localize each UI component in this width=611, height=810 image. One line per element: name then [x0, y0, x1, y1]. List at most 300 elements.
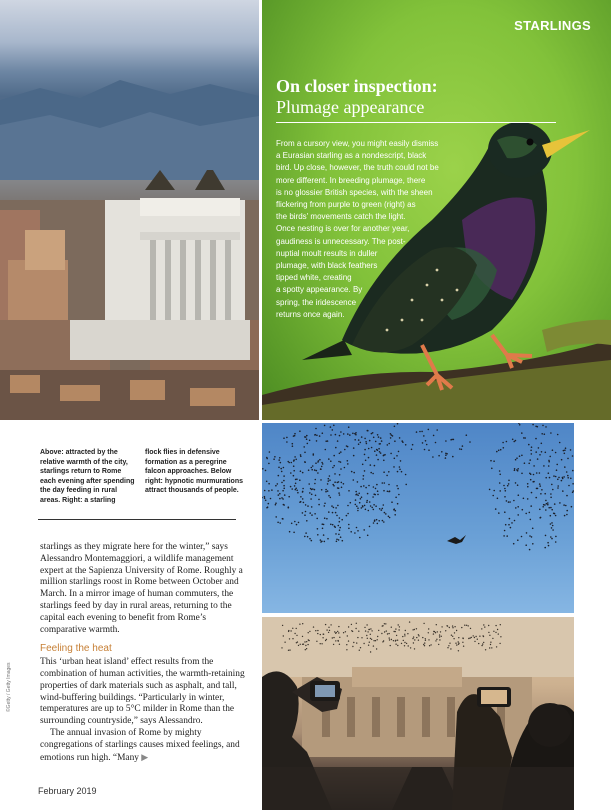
- starling-dot: [315, 462, 317, 464]
- starling-dot: [500, 449, 502, 451]
- starling-dot: [449, 627, 450, 628]
- starling-dot: [304, 452, 306, 454]
- starling-dot: [337, 631, 338, 632]
- starling-dot: [482, 635, 483, 636]
- starling-dot: [337, 440, 339, 442]
- starling-dot: [504, 496, 506, 498]
- inset-line: From a cursory view, you might easily dismiss: [276, 139, 439, 148]
- starling-dot: [357, 481, 359, 483]
- starling-dot: [273, 458, 275, 460]
- starling-dot: [332, 467, 334, 469]
- starling-dot: [461, 627, 462, 628]
- starling-dot: [399, 469, 401, 471]
- starling-dot: [558, 477, 560, 479]
- starling-dot: [347, 433, 349, 435]
- starling-dot: [321, 462, 323, 464]
- inset-line: tipped white, creating: [276, 273, 352, 283]
- starling-dot: [328, 495, 330, 497]
- starling-dot: [399, 466, 401, 468]
- starling-dot: [374, 450, 376, 452]
- starling-dot: [307, 443, 309, 445]
- starling-dot: [404, 645, 405, 646]
- starling-dot: [299, 479, 301, 481]
- starling-dot: [387, 633, 388, 634]
- starling-dot: [265, 500, 267, 502]
- starling-dot: [421, 431, 423, 433]
- starling-dot: [308, 469, 310, 471]
- starling-dot: [343, 632, 344, 633]
- inset-line: nuptial moult results in duller: [276, 248, 378, 258]
- starling-dot: [370, 505, 372, 507]
- starling-dot: [548, 545, 550, 547]
- starling-dot: [535, 451, 537, 453]
- starling-dot: [290, 486, 292, 488]
- starling-dot: [266, 457, 268, 459]
- starling-dot: [550, 515, 552, 517]
- starling-dot: [390, 453, 392, 455]
- starling-dot: [307, 505, 309, 507]
- starling-dot: [287, 461, 289, 463]
- starling-dot: [384, 623, 385, 624]
- starling-dot: [342, 540, 344, 542]
- starling-dot: [293, 532, 295, 534]
- starling-dot: [514, 520, 516, 522]
- starling-dot: [346, 649, 347, 650]
- starling-dot: [322, 528, 324, 530]
- starling-dot: [372, 473, 374, 475]
- starling-dot: [545, 426, 547, 428]
- starling-dot: [551, 509, 553, 511]
- starling-dot: [428, 449, 430, 451]
- starling-dot: [288, 496, 290, 498]
- starling-dot: [280, 468, 282, 470]
- starling-dot: [508, 501, 510, 503]
- starling-dot: [452, 625, 453, 626]
- starling-dot: [338, 492, 340, 494]
- starling-dot: [321, 489, 323, 491]
- starling-dot: [418, 640, 419, 641]
- starling-dot: [360, 498, 362, 500]
- starling-dot: [531, 446, 533, 448]
- starling-dot: [375, 441, 377, 443]
- starling-dot: [458, 637, 459, 638]
- starling-dot: [550, 507, 552, 509]
- starling-dot: [425, 640, 426, 641]
- starling-dot: [355, 491, 357, 493]
- starling-dot: [433, 435, 435, 437]
- photo-caption-right: flock flies in defensive formation as a peregrine falcon approaches. Below right: hypnotic murmurations attract thousands of people.: [145, 449, 243, 494]
- starling-dot: [527, 486, 529, 488]
- starling-dot: [530, 519, 532, 521]
- starling-dot: [330, 426, 332, 428]
- starling-dot: [505, 524, 507, 526]
- starling-dot: [518, 423, 520, 424]
- starling-dot: [316, 641, 317, 642]
- starling-dot: [281, 647, 282, 648]
- inset-title-light: Plumage appearance: [276, 97, 425, 117]
- starling-dot: [557, 485, 559, 487]
- starling-dot: [309, 538, 311, 540]
- starling-dot: [435, 632, 436, 633]
- starling-dot: [338, 487, 340, 489]
- starling-dot: [555, 536, 557, 538]
- starling-dot: [446, 625, 447, 626]
- starling-dot: [441, 626, 442, 627]
- starling-dot: [356, 642, 357, 643]
- starling-dot: [369, 501, 371, 503]
- inset-line: plumage, with black feathers: [276, 261, 378, 271]
- city-buildings: [0, 170, 259, 420]
- starling-dot: [435, 640, 436, 641]
- starling-dot: [354, 433, 356, 435]
- starling-dot: [550, 523, 552, 525]
- starling-dot: [283, 485, 285, 487]
- starling-dot: [379, 508, 381, 510]
- starling-dot: [278, 459, 280, 461]
- starling-dot: [311, 489, 313, 491]
- starling-dot: [561, 459, 563, 461]
- starling-dot: [562, 490, 564, 492]
- starling-dot: [275, 516, 277, 518]
- starling-dot: [398, 624, 399, 625]
- starling-dot: [373, 640, 374, 641]
- starling-dot: [514, 468, 516, 470]
- continue-arrow-icon: ▶: [141, 751, 149, 762]
- starling-dot: [499, 474, 501, 476]
- starling-dot: [278, 467, 280, 469]
- starling-dot: [330, 524, 332, 526]
- starling-dot: [381, 633, 382, 634]
- starling-dot: [325, 640, 326, 641]
- starling-dot: [394, 440, 396, 442]
- starling-dot: [369, 526, 371, 528]
- inset-body: [276, 138, 464, 321]
- starling-dot: [335, 533, 337, 535]
- starling-dot: [499, 643, 500, 644]
- starling-dot: [262, 497, 263, 499]
- starling-dot: [311, 540, 313, 542]
- starling-dot: [318, 460, 320, 462]
- starling-dot: [452, 627, 453, 628]
- starling-dot: [278, 475, 280, 477]
- starling-dot: [428, 632, 429, 633]
- starling-dot: [493, 460, 495, 462]
- starling-dot: [553, 513, 555, 515]
- starling-dot: [383, 504, 385, 506]
- starling-dot: [524, 462, 526, 464]
- starling-dot: [437, 631, 438, 632]
- starling-dot: [348, 640, 349, 641]
- starling-dot: [532, 543, 534, 545]
- starling-dot: [412, 444, 414, 446]
- starling-dot: [357, 507, 359, 509]
- starling-dot: [383, 490, 385, 492]
- inset-line: gaudiness is unnecessary. The post-: [276, 236, 406, 246]
- starling-dot: [363, 529, 365, 531]
- starling-dot: [293, 470, 295, 472]
- starling-dot: [326, 629, 327, 630]
- starling-dot: [566, 495, 568, 497]
- starling-dot: [317, 633, 318, 634]
- starling-dot: [450, 648, 451, 649]
- starling-dot: [439, 636, 440, 637]
- starling-dot: [547, 542, 549, 544]
- starling-dot: [305, 532, 307, 534]
- starling-dot: [468, 625, 469, 626]
- starling-dot: [458, 650, 459, 651]
- starling-dot: [371, 639, 372, 640]
- starling-dot: [517, 539, 519, 541]
- starling-dot: [441, 451, 443, 453]
- starling-dot: [397, 503, 399, 505]
- starling-dot: [553, 475, 555, 477]
- starling-dot: [481, 645, 482, 646]
- starling-dot: [362, 464, 364, 466]
- starling-dot: [526, 532, 528, 534]
- starling-dot: [488, 632, 489, 633]
- starling-dot: [396, 485, 398, 487]
- starling-dot: [377, 523, 379, 525]
- starling-dot: [294, 485, 296, 487]
- starling-dot: [296, 635, 297, 636]
- starling-dot: [489, 635, 490, 636]
- starling-dot: [383, 460, 385, 462]
- starling-dot: [290, 630, 291, 631]
- starling-dot: [499, 490, 501, 492]
- starling-dot: [357, 495, 359, 497]
- starling-dot: [484, 626, 485, 627]
- starling-dot: [370, 638, 371, 639]
- starling-dot: [319, 435, 321, 437]
- starling-dot: [366, 635, 367, 636]
- starling-dot: [351, 624, 352, 625]
- starling-dot: [546, 503, 548, 505]
- starling-dot: [328, 478, 330, 480]
- starling-dot: [347, 505, 349, 507]
- starling-dot: [323, 634, 324, 635]
- starling-dot: [491, 647, 492, 648]
- starling-dot: [416, 637, 417, 638]
- starling-dot: [506, 535, 508, 537]
- starling-dot: [281, 482, 283, 484]
- starling-dot: [433, 631, 434, 632]
- starling-dot: [374, 519, 376, 521]
- starling-dot: [515, 440, 517, 442]
- starling-dot: [540, 517, 542, 519]
- starling-dot: [533, 481, 535, 483]
- inset-title-bold: On closer inspection:: [276, 76, 438, 96]
- starling-dot: [330, 460, 332, 462]
- starling-dot: [355, 504, 357, 506]
- starling-dot: [363, 643, 364, 644]
- starling-dot: [314, 489, 316, 491]
- starling-dot: [341, 487, 343, 489]
- starling-dot: [298, 522, 300, 524]
- starling-dot: [508, 483, 510, 485]
- starling-dot: [528, 463, 530, 465]
- starling-dot: [293, 435, 295, 437]
- starling-dot: [277, 483, 279, 485]
- starling-dot: [559, 502, 561, 504]
- starling-dot: [354, 439, 356, 441]
- starling-dot: [331, 505, 333, 507]
- starling-dot: [393, 466, 395, 468]
- starling-dot: [304, 436, 306, 438]
- starling-dot: [418, 635, 419, 636]
- starling-dot: [353, 447, 355, 449]
- crowd-scene: [262, 617, 574, 810]
- starling-dot: [441, 636, 442, 637]
- starling-dot: [372, 496, 374, 498]
- starling-dot: [304, 536, 306, 538]
- starling-dot: [293, 465, 295, 467]
- starling-dot: [382, 508, 384, 510]
- inset-line: is no glossier British species, with the sheen: [276, 187, 433, 197]
- starling-dot: [325, 491, 327, 493]
- starling-dot: [323, 534, 325, 536]
- inset-title: [276, 76, 576, 118]
- starling-dot: [405, 484, 407, 486]
- starling-dot: [533, 474, 535, 476]
- starling-dot: [539, 483, 541, 485]
- starling-dot: [519, 455, 521, 457]
- starling-dot: [315, 630, 316, 631]
- starling-dot: [328, 511, 330, 513]
- starling-dot: [490, 460, 492, 462]
- starling-dot: [528, 444, 530, 446]
- starling-dot: [351, 630, 352, 631]
- rome-skyline-photo: [0, 0, 259, 420]
- starling-dot: [363, 485, 365, 487]
- starling-dot: [561, 480, 563, 482]
- starling-dot: [283, 437, 285, 439]
- starling-dot: [516, 457, 518, 459]
- starling-dot: [404, 642, 405, 643]
- starling-dot: [543, 465, 545, 467]
- starling-dot: [456, 630, 457, 631]
- starling-dot: [293, 475, 295, 477]
- starling-dot: [423, 623, 424, 624]
- starling-dot: [371, 630, 372, 631]
- starling-dot: [302, 491, 304, 493]
- starling-dot: [478, 643, 479, 644]
- starling-dot: [455, 643, 456, 644]
- starling-dot: [325, 449, 327, 451]
- starling-dot: [268, 490, 270, 492]
- starling-dot: [385, 513, 387, 515]
- starling-dot: [367, 493, 369, 495]
- starling-dot: [381, 440, 383, 442]
- starling-dot: [313, 453, 315, 455]
- starling-dot: [318, 499, 320, 501]
- starling-dot: [303, 502, 305, 504]
- starling-dot: [390, 645, 391, 646]
- starling-dot: [316, 435, 318, 437]
- starling-dot: [329, 479, 331, 481]
- starling-dot: [517, 514, 519, 516]
- starling-dot: [562, 478, 564, 480]
- starling-dot: [555, 476, 557, 478]
- starling-dot: [405, 444, 407, 446]
- starling-dot: [284, 642, 285, 643]
- starling-dot: [504, 530, 506, 532]
- starling-dot: [425, 440, 427, 442]
- starling-dot: [338, 632, 339, 633]
- photo-credit: ©Getty / Getty Images: [6, 662, 12, 712]
- starling-dot: [384, 631, 385, 632]
- starling-dot: [498, 633, 499, 634]
- starling-dot: [495, 508, 497, 510]
- starling-dot: [356, 493, 358, 495]
- starling-dot: [436, 624, 437, 625]
- starling-dot: [474, 637, 475, 638]
- starling-dot: [535, 497, 537, 499]
- starling-dot: [355, 628, 356, 629]
- inset-line: a Eurasian starling as a nondescript, black: [276, 151, 427, 161]
- starling-dot: [436, 429, 438, 431]
- starling-dot: [356, 623, 357, 624]
- starling-dot: [496, 451, 498, 453]
- starling-dot: [564, 466, 566, 468]
- starling-dot: [459, 448, 461, 450]
- starling-dot: [343, 483, 345, 485]
- starling-dot: [531, 453, 533, 455]
- starling-dot: [375, 488, 377, 490]
- starling-dot: [513, 543, 515, 545]
- starling-dot: [329, 475, 331, 477]
- starling-dot: [339, 529, 341, 531]
- starling-dot: [393, 631, 394, 632]
- starling-dot: [333, 465, 335, 467]
- starling-dot: [511, 522, 513, 524]
- starling-dot: [282, 490, 284, 492]
- starling-dot: [338, 534, 340, 536]
- starling-dot: [503, 447, 505, 449]
- starling-dot: [352, 646, 353, 647]
- starling-dot: [302, 636, 303, 637]
- starling-dot: [438, 644, 439, 645]
- starling-dot: [348, 426, 350, 428]
- starling-dot: [533, 465, 535, 467]
- starling-dot: [264, 490, 266, 492]
- starling-dot: [362, 505, 364, 507]
- starling-dot: [416, 431, 418, 433]
- starling-dot: [357, 530, 359, 532]
- starling-dot: [538, 447, 540, 449]
- starling-dot: [548, 465, 550, 467]
- starling-dot: [340, 451, 342, 453]
- starling-dot: [351, 471, 353, 473]
- starling-dot: [469, 637, 470, 638]
- starling-dot: [361, 436, 363, 438]
- starling-dot: [317, 534, 319, 536]
- starling-dot: [308, 639, 309, 640]
- starling-dot: [477, 639, 478, 640]
- starling-dot: [361, 496, 363, 498]
- starling-dot: [268, 503, 270, 505]
- starling-dot: [387, 444, 389, 446]
- starling-dot: [412, 629, 413, 630]
- starling-dot: [499, 482, 501, 484]
- starling-dot: [291, 523, 293, 525]
- starling-dot: [552, 449, 554, 451]
- starling-dot: [339, 453, 341, 455]
- starling-dot: [401, 643, 402, 644]
- starling-dot: [333, 644, 334, 645]
- starling-dot: [547, 502, 549, 504]
- starling-dot: [370, 472, 372, 474]
- starling-dot: [334, 473, 336, 475]
